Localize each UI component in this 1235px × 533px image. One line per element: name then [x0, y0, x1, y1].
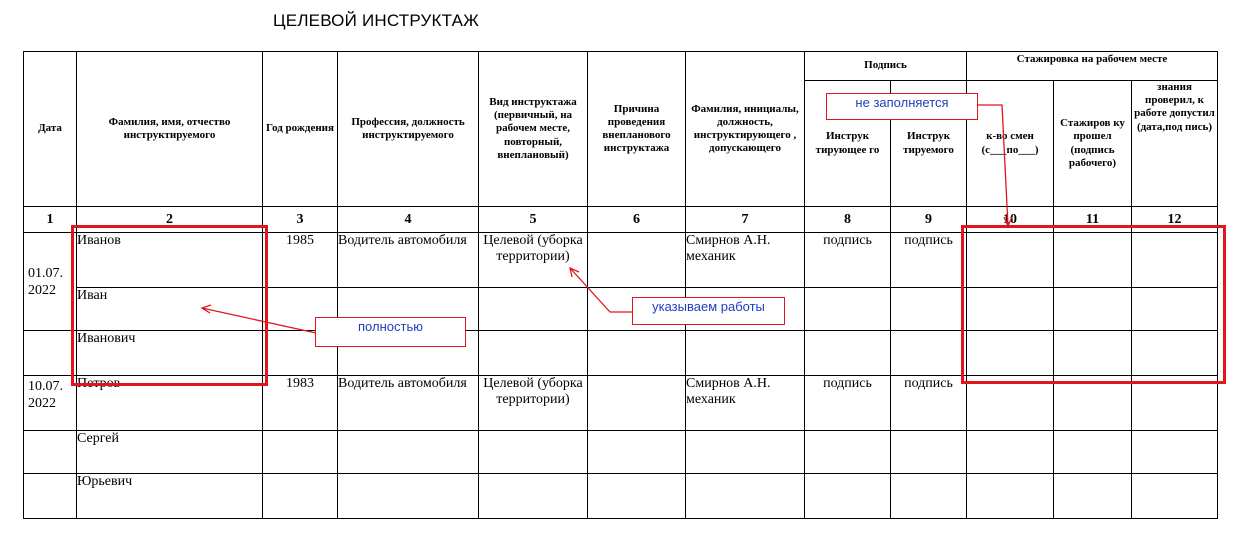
record-year: 1985 [263, 233, 338, 288]
column-number: 7 [686, 207, 805, 233]
record-last-name: Иванов [77, 233, 263, 288]
record-instructor: Смирнов А.Н. механик [686, 376, 805, 431]
record-profession: Водитель автомобиля [338, 233, 479, 288]
page-title: ЦЕЛЕВОЙ ИНСТРУКТАЖ [273, 11, 480, 30]
record-kind: Целевой (уборка территории) [479, 233, 588, 288]
record-date: 10.07. 2022 [24, 376, 77, 431]
header-shifts: к-во смен (с___по___) [967, 81, 1054, 207]
record-sig-instructor: подпись [805, 233, 891, 288]
header-profession: Профессия, должность инструктируемого [338, 52, 479, 207]
record-year: 1983 [263, 376, 338, 431]
column-number: 4 [338, 207, 479, 233]
column-number: 9 [891, 207, 967, 233]
column-number: 11 [1054, 207, 1132, 233]
header-sig-trainee: Инструк тируемого [891, 81, 967, 207]
header-kind: Вид инструктажа (первичный, на рабочем месте, повторный, внеплановый) [479, 52, 588, 207]
column-number: 10 [967, 207, 1054, 233]
header-reason: Причина проведения внепланового инструктажа [588, 52, 686, 207]
record-patronymic: Иванович [77, 331, 263, 376]
record-date: 01.07. 2022 [24, 233, 77, 331]
record-last-name: Петров [77, 376, 263, 431]
record-first-name: Иван [77, 288, 263, 331]
header-instructor: Фамилия, инициалы, должность, инструктирующего , допускающего [686, 52, 805, 207]
header-internship: Стажировка на рабочем месте [967, 52, 1218, 81]
record-instructor: Смирнов А.Н. механик [686, 233, 805, 288]
column-number: 12 [1132, 207, 1218, 233]
column-number: 6 [588, 207, 686, 233]
column-number: 1 [24, 207, 77, 233]
header-date: Дата [24, 52, 77, 207]
callout-not-filled: не заполняется [826, 93, 978, 120]
record-first-name: Сергей [77, 431, 263, 474]
record-patronymic: Юрьевич [77, 474, 263, 519]
column-number: 3 [263, 207, 338, 233]
callout-full-name: полностью [315, 317, 466, 347]
column-number: 2 [77, 207, 263, 233]
arrow-to-kind [570, 268, 632, 312]
record-kind: Целевой (уборка территории) [479, 376, 588, 431]
header-signature: Подпись [805, 52, 967, 81]
record-sig-trainee: подпись [891, 233, 967, 288]
header-year: Год рождения [263, 52, 338, 207]
record-profession: Водитель автомобиля [338, 376, 479, 431]
record-sig-trainee: подпись [891, 376, 967, 431]
header-sig-instructor: Инструк тирующее го [805, 81, 891, 207]
column-number: 8 [805, 207, 891, 233]
header-knowledge: знания проверил, к работе допустил (дата,под пись) [1132, 81, 1218, 207]
record-sig-instructor: подпись [805, 376, 891, 431]
header-intern-passed: Стажиров ку прошел (подпись рабочего) [1054, 81, 1132, 207]
arrow-to-name [202, 308, 316, 333]
arrow-to-shifts [977, 105, 1008, 226]
header-fio: Фамилия, имя, отчество инструктируемого [77, 52, 263, 207]
column-number: 5 [479, 207, 588, 233]
callout-work: указываем работы [632, 297, 785, 325]
